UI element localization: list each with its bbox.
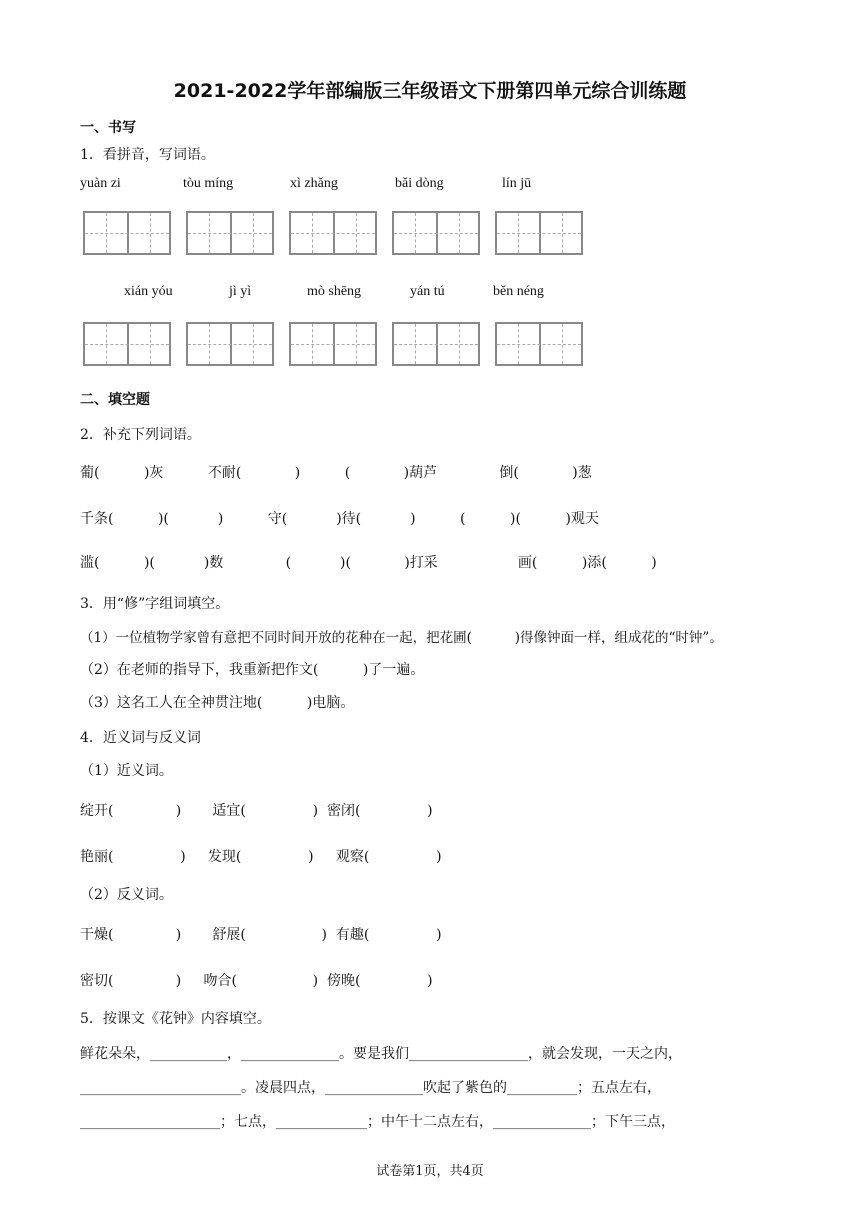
antonyms-subheading: （2）反义词。 (80, 887, 173, 903)
question-2-label: 2．补充下列词语。 (80, 427, 201, 443)
synonyms-line-1: 绽开( ) 适宜( ) 密闭( ) (80, 803, 433, 819)
idiom-line-1: 葡( )灰 不耐( ) ( )葫芦 倒( )葱 (80, 465, 592, 481)
page-title: 2021-2022学年部编版三年级语文下册第四单元综合训练题 (173, 80, 687, 102)
pinyin-3: xì zhǎng (290, 176, 338, 191)
writing-grid-box[interactable] (83, 211, 171, 255)
pinyin-6: xián yóu (124, 284, 173, 299)
writing-grid-box[interactable] (83, 322, 171, 366)
writing-grid-box[interactable] (392, 322, 480, 366)
q5-text-line-1: 鲜花朵朵，___________，______________。要是我们_________________，就会发现，一天之内， (80, 1046, 682, 1062)
synonyms-line-2: 艳丽( ) 发现( ) 观察( ) (80, 849, 442, 865)
question-3-label: 3．用“修”字组词填空。 (80, 596, 230, 612)
question-5-label: 5．按课文《花钟》内容填空。 (80, 1011, 271, 1027)
section-heading-writing: 一、书写 (80, 120, 136, 136)
writing-grid-box[interactable] (289, 211, 377, 255)
question-4-label: 4．近义词与反义词 (80, 730, 201, 746)
q3-sentence-3: （3）这名工人在全神贯注地( )电脑。 (80, 695, 355, 711)
q3-sentence-1: （1）一位植物学家曾有意把不同时间开放的花种在一起，把花圃( )得像钟面一样，组成花的“时钟”。 (80, 630, 723, 646)
idiom-line-2: 千条( )( ) 守( )待( ) ( )( )观天 (80, 511, 599, 527)
antonyms-line-1: 干燥( ) 舒展( ) 有趣( ) (80, 927, 442, 943)
question-1-label: 1．看拼音，写词语。 (80, 147, 215, 163)
writing-grid-box[interactable] (186, 211, 274, 255)
pinyin-9: yán tú (410, 284, 445, 299)
pinyin-8: mò shēng (307, 284, 362, 299)
antonyms-line-2: 密切( ) 吻合( ) 傍晚( ) (80, 973, 433, 989)
synonyms-subheading: （1）近义词。 (80, 763, 173, 779)
pinyin-10: běn néng (493, 284, 544, 299)
writing-grid-box[interactable] (495, 322, 583, 366)
pinyin-1: yuàn zi (80, 176, 121, 191)
writing-grid-box[interactable] (289, 322, 377, 366)
writing-grid-box[interactable] (495, 211, 583, 255)
pinyin-2: tòu míng (183, 176, 234, 191)
idiom-line-3: 滥( )( )数 ( )( )打采 画( )添( ) (80, 555, 657, 571)
writing-grid-box[interactable] (186, 322, 274, 366)
pinyin-5: lín jū (502, 176, 532, 191)
writing-grid-box[interactable] (392, 211, 480, 255)
q3-sentence-2: （2）在老师的指导下，我重新把作文( )了一遍。 (80, 662, 425, 678)
q5-text-line-2: _______________________。凌晨四点，______________吹起了紫色的__________；五点左右， (80, 1080, 661, 1096)
q5-text-line-3: ____________________；七点，_____________；中午十二点左右，______________；下午三点， (80, 1114, 675, 1130)
section-heading-fill-in: 二、填空题 (80, 392, 150, 408)
page-footer: 试卷第1页，共4页 (376, 1164, 484, 1179)
pinyin-4: bǎi dòng (395, 176, 444, 191)
pinyin-7: jì yì (229, 284, 252, 299)
